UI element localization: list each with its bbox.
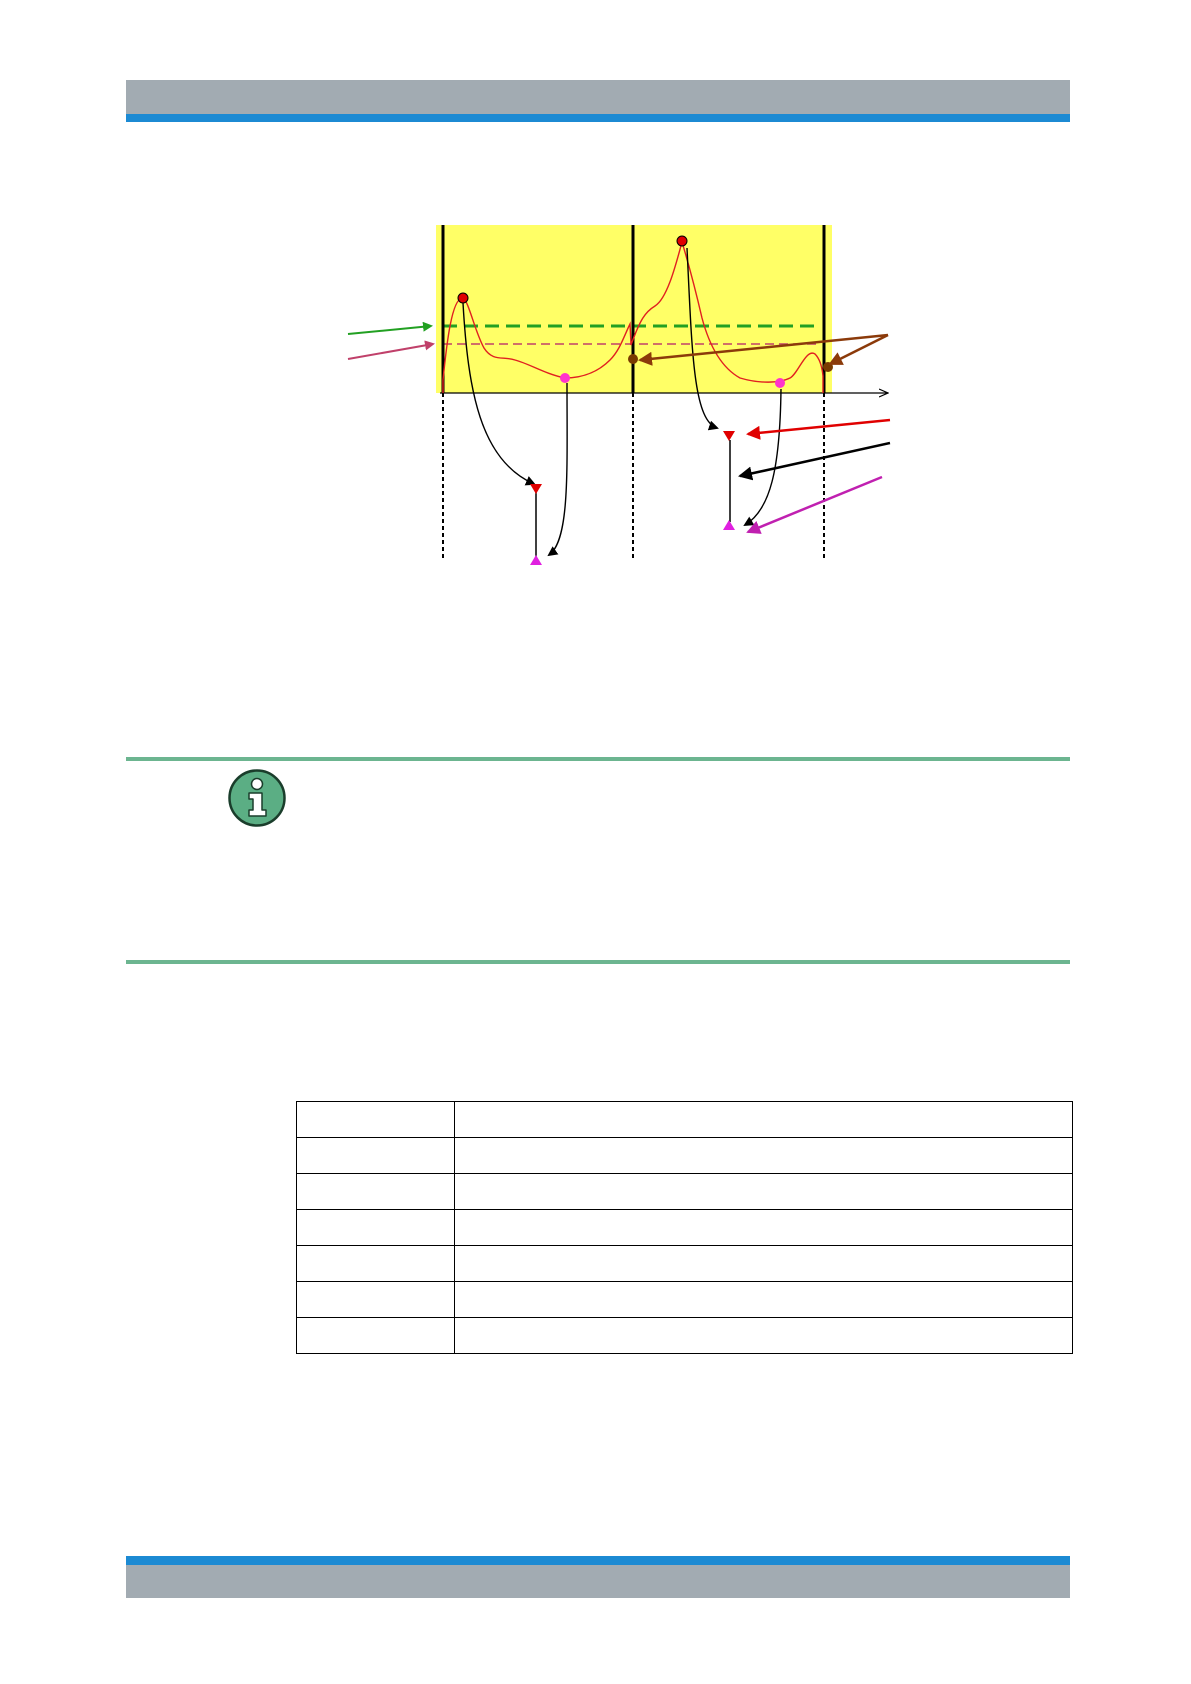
min-callout-arrow bbox=[748, 477, 882, 532]
table-row bbox=[297, 1102, 1073, 1138]
footer-blue-band bbox=[126, 1556, 1070, 1565]
peak-marker-range-2 bbox=[677, 236, 687, 246]
table-cell bbox=[455, 1174, 1073, 1210]
table-row bbox=[297, 1246, 1073, 1282]
table-cell bbox=[455, 1102, 1073, 1138]
peak-marker-range-1 bbox=[458, 293, 468, 303]
min-to-delta-arrow-1 bbox=[549, 383, 567, 555]
table-cell bbox=[455, 1282, 1073, 1318]
table-cell bbox=[297, 1210, 455, 1246]
min-to-delta-arrow-2 bbox=[745, 389, 781, 525]
note-bottom-rule bbox=[126, 960, 1070, 964]
peak-search-diagram bbox=[0, 0, 1191, 620]
table-cell bbox=[455, 1246, 1073, 1282]
min-marker-range-2 bbox=[775, 378, 785, 388]
min-marker-range-1 bbox=[560, 373, 570, 383]
table-cell bbox=[455, 1210, 1073, 1246]
threshold-callout-arrow bbox=[348, 326, 431, 334]
delta-callout-arrow bbox=[740, 443, 890, 476]
table-row bbox=[297, 1174, 1073, 1210]
table-row bbox=[297, 1282, 1073, 1318]
table-cell bbox=[455, 1318, 1073, 1354]
delta-top-marker-range-2 bbox=[723, 431, 735, 441]
range-boundary-marker-1 bbox=[628, 354, 638, 364]
table-row bbox=[297, 1138, 1073, 1174]
table-cell bbox=[297, 1282, 455, 1318]
reference-callout-arrow bbox=[348, 344, 433, 359]
parameter-table bbox=[296, 1101, 1073, 1354]
table-row bbox=[297, 1210, 1073, 1246]
delta-bottom-marker-range-1 bbox=[530, 555, 542, 565]
delta-bottom-marker-range-2 bbox=[723, 520, 735, 530]
table-row bbox=[297, 1318, 1073, 1354]
peak-callout-arrow bbox=[748, 420, 890, 434]
table-cell bbox=[297, 1318, 455, 1354]
note-top-rule bbox=[126, 757, 1070, 761]
info-icon bbox=[227, 768, 287, 828]
delta-top-marker-range-1 bbox=[530, 484, 542, 494]
footer-grey-band bbox=[126, 1565, 1070, 1598]
table-cell bbox=[297, 1138, 455, 1174]
table-cell bbox=[297, 1102, 455, 1138]
table-cell bbox=[297, 1246, 455, 1282]
table-cell bbox=[455, 1138, 1073, 1174]
table-cell bbox=[297, 1174, 455, 1210]
